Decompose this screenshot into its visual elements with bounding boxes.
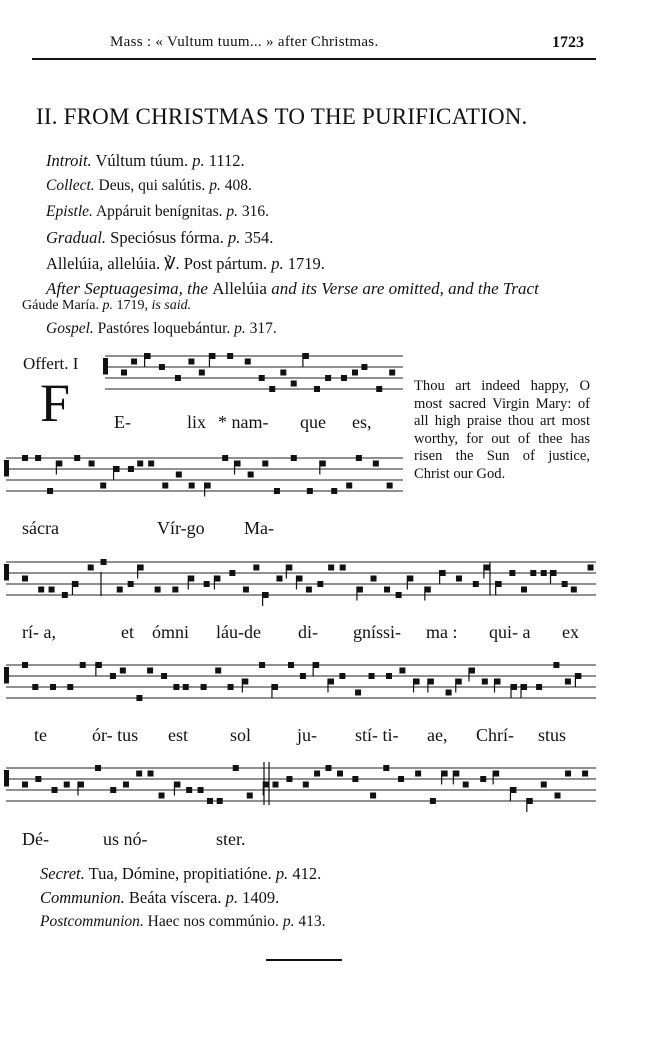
neume-note — [147, 668, 153, 674]
neume-note — [243, 587, 249, 593]
neume-note — [262, 461, 268, 467]
neume-note — [209, 353, 215, 359]
lyric-syllable: lix — [187, 412, 207, 432]
neume-note — [228, 684, 234, 690]
offertory-label: Offert. I — [23, 354, 79, 373]
neume-note — [371, 576, 377, 582]
neume-note — [136, 695, 142, 701]
neume-note — [541, 782, 547, 788]
neume-note — [38, 587, 44, 593]
neume-note — [325, 765, 331, 771]
lyric-syllable: ma : — [426, 622, 458, 642]
neume-note — [199, 370, 205, 376]
lyric-syllable: te — [34, 725, 47, 745]
neume-note — [172, 587, 178, 593]
neume-note — [22, 782, 28, 788]
neume-note — [430, 798, 436, 804]
running-head: Mass : « Vultum tuum... » after Christmas. — [110, 34, 379, 50]
lyric-syllable: que — [300, 412, 326, 432]
lyric-syllable: ex — [562, 622, 579, 642]
neume-note — [131, 359, 137, 365]
lyric-syllable: es, — [352, 412, 372, 432]
lyric-syllable: ómni — [152, 622, 190, 642]
do-clef — [103, 358, 108, 375]
lyric-syllable: et — [121, 622, 134, 642]
neume-note — [511, 684, 517, 690]
neume-note — [242, 679, 248, 685]
neume-note — [155, 587, 161, 593]
neume-note — [88, 565, 94, 571]
neume-note — [47, 488, 53, 494]
neume-note — [303, 353, 309, 359]
neume-note — [296, 576, 302, 582]
proper-text: Deus, qui salútis. — [94, 177, 210, 194]
neume-note — [456, 679, 462, 685]
neume-note — [161, 673, 167, 679]
lyric-syllable: E- — [114, 412, 131, 432]
proper-text: Beáta víscera. — [124, 888, 226, 907]
neume-note — [272, 684, 278, 690]
lyric-syllable: sácra — [22, 518, 59, 538]
neume-note — [136, 771, 142, 777]
neume-note — [328, 679, 334, 685]
neume-note — [376, 386, 382, 392]
offertory-translation: Thou art indeed happy, O most sacred Virgin Mary: of all high praise thou art most worthy, for out of thee has risen the Sun of justice, Christ our God. — [414, 378, 590, 482]
neume-note — [78, 782, 84, 788]
neume-note — [123, 782, 129, 788]
neume-note — [214, 576, 220, 582]
page-ref-number: 412. — [288, 864, 322, 883]
neume-note — [263, 592, 269, 598]
page-ref-number: 354. — [240, 228, 274, 247]
proper-text: Appáruit benígnitas. — [92, 203, 227, 220]
neume-note — [300, 673, 306, 679]
neume-note — [233, 765, 239, 771]
neume-note — [521, 684, 527, 690]
neume-note — [117, 587, 123, 593]
neume-note — [114, 466, 120, 472]
proper-text: Vúltum túum. — [91, 151, 193, 170]
lyric-syllable: Chrí- — [476, 725, 514, 745]
neume-note — [120, 668, 126, 674]
proper-label: Epistle. — [46, 203, 93, 220]
proper-postcommunion — [40, 913, 325, 931]
neume-note — [186, 787, 192, 793]
neume-note — [101, 559, 107, 565]
neume-note — [22, 455, 28, 461]
page-ref: p. — [234, 320, 246, 337]
neume-note — [137, 461, 143, 467]
neume-note — [346, 483, 352, 489]
neume-note — [229, 570, 235, 576]
lyric-syllable: stí- ti- — [355, 725, 399, 745]
lyric-syllable: ju- — [297, 725, 317, 745]
neume-note — [536, 684, 542, 690]
neume-note — [259, 662, 265, 668]
lyric-syllable: * nam- — [218, 412, 269, 432]
neume-note — [217, 798, 223, 804]
proper-label: Gospel. — [46, 320, 94, 337]
proper-text: Allelúia, allelúia. ℣. Post pártum. — [46, 254, 272, 273]
neume-note — [337, 771, 343, 777]
lyric-syllable: ór- tus — [92, 725, 139, 745]
neume-note — [341, 375, 347, 381]
neume-note — [32, 684, 38, 690]
neume-note — [162, 483, 168, 489]
page-ref: p. — [192, 151, 205, 170]
neume-note — [521, 587, 527, 593]
neume-note — [207, 798, 213, 804]
neume-note — [291, 455, 297, 461]
neume-note — [64, 782, 70, 788]
neume-note — [313, 662, 319, 668]
lyric-syllable: qui- a — [489, 622, 531, 642]
neume-note — [62, 592, 68, 598]
section-title: II. FROM CHRISTMAS TO THE PURIFICATION. — [36, 104, 528, 129]
lyric-syllable: gníssi- — [353, 622, 402, 642]
neume-note — [128, 581, 134, 587]
neume-note — [582, 771, 588, 777]
neume-note — [201, 684, 207, 690]
neume-note — [398, 776, 404, 782]
neume-note — [110, 787, 116, 793]
neume-note — [383, 765, 389, 771]
neume-note — [562, 581, 568, 587]
neume-note — [453, 771, 459, 777]
neume-note — [565, 771, 571, 777]
proper-label: Secret. — [40, 864, 85, 883]
neume-note — [89, 461, 95, 467]
neume-note — [67, 684, 73, 690]
neume-note — [204, 581, 210, 587]
neume-note — [352, 776, 358, 782]
neume-note — [373, 461, 379, 467]
do-clef — [4, 460, 9, 477]
neume-note — [189, 483, 195, 489]
neume-note — [173, 684, 179, 690]
neume-note — [325, 375, 331, 381]
neume-note — [74, 455, 80, 461]
lyric-syllable: di- — [298, 622, 318, 642]
neume-note — [339, 673, 345, 679]
lyric-syllable: sol — [230, 725, 252, 745]
neume-note — [72, 581, 78, 587]
neume-note — [273, 782, 279, 788]
proper-secret — [40, 864, 321, 884]
neume-note — [473, 581, 479, 587]
neume-note — [389, 370, 395, 376]
neume-note — [314, 386, 320, 392]
neume-note — [248, 472, 254, 478]
lyric-syllable: Ma- — [244, 518, 274, 538]
neume-note — [35, 776, 41, 782]
neume-note — [407, 576, 413, 582]
proper-label: Communion. — [40, 888, 125, 907]
neume-note — [317, 581, 323, 587]
neume-note — [49, 587, 55, 593]
neume-note — [551, 570, 557, 576]
lyric-syllable: láu-de — [216, 622, 261, 642]
neume-note — [96, 662, 102, 668]
proper-communion — [40, 888, 279, 908]
neume-note — [575, 673, 581, 679]
page-ref-number: 317. — [245, 320, 277, 337]
neume-note — [527, 798, 533, 804]
page-ref: p. — [209, 177, 221, 194]
page-ref: p. — [271, 254, 284, 273]
do-clef — [4, 770, 9, 787]
lyric-syllable: ae, — [427, 725, 448, 745]
neume-note — [384, 587, 390, 593]
neume-note — [331, 488, 337, 494]
page-ref-number: 1409. — [237, 888, 280, 907]
neume-note — [176, 472, 182, 478]
rubric-text: Gáude María. — [22, 298, 103, 313]
neume-note — [510, 787, 516, 793]
proper-label: Gradual. — [46, 228, 107, 247]
rubric-alleluia: Allelúia — [212, 279, 267, 298]
neume-note — [280, 370, 286, 376]
page-ref-number: 1719. — [283, 254, 325, 273]
neume-note — [235, 461, 241, 467]
neume-note — [340, 565, 346, 571]
neume-note — [80, 662, 86, 668]
neume-note — [480, 776, 486, 782]
page-ref: p. — [275, 864, 289, 883]
neume-note — [291, 381, 297, 387]
neume-note — [159, 793, 165, 799]
neume-note — [446, 690, 452, 696]
neume-note — [269, 386, 275, 392]
neume-note — [52, 787, 58, 793]
neume-note — [357, 587, 363, 593]
proper-text: Speciósus fórma. — [106, 228, 228, 247]
drop-initial: F — [40, 373, 71, 433]
neume-note — [496, 581, 502, 587]
neume-note — [35, 455, 41, 461]
neume-note — [245, 359, 251, 365]
neume-note — [387, 483, 393, 489]
neume-note — [425, 587, 431, 593]
neume-note — [361, 364, 367, 370]
proper-label: Collect. — [46, 177, 95, 194]
neume-note — [148, 461, 154, 467]
neume-note — [227, 353, 233, 359]
neume-note — [198, 787, 204, 793]
neume-note — [541, 570, 547, 576]
neume-note — [356, 455, 362, 461]
neume-note — [307, 488, 313, 494]
page-ref: p. — [225, 888, 238, 907]
neume-note — [253, 565, 259, 571]
neume-note — [484, 565, 490, 571]
rubric-text: is said. — [151, 298, 192, 313]
lyric-syllable: rí- a, — [22, 622, 56, 642]
do-clef — [4, 564, 9, 581]
neume-note — [369, 673, 375, 679]
rubric-text: After Septuagesima, the — [46, 279, 213, 298]
lyric-syllable: est — [168, 725, 188, 745]
neume-note — [56, 461, 62, 467]
page-ref-number: 316. — [238, 203, 270, 220]
neume-note — [352, 370, 358, 376]
neume-note — [110, 673, 116, 679]
page-ref: p. — [282, 913, 295, 930]
lyric-syllable: Vír-go — [157, 518, 205, 538]
end-rule — [266, 959, 342, 961]
neume-note — [145, 353, 151, 359]
neume-note — [320, 461, 326, 467]
neume-note — [555, 793, 561, 799]
neume-note — [274, 488, 280, 494]
neume-note — [482, 679, 488, 685]
page-number: 1723 — [552, 34, 584, 51]
neume-note — [328, 565, 334, 571]
neume-note — [456, 576, 462, 582]
neume-note — [442, 771, 448, 777]
neume-note — [22, 576, 28, 582]
neume-note — [440, 570, 446, 576]
lyric-syllable: stus — [538, 725, 567, 745]
neume-note — [100, 483, 106, 489]
neume-note — [303, 782, 309, 788]
proper-text: Tua, Dómine, propitiatióne. — [84, 864, 276, 883]
neume-note — [174, 782, 180, 788]
neume-note — [414, 679, 420, 685]
proper-label: Postcommunion. — [40, 913, 144, 930]
neume-note — [247, 793, 253, 799]
page-ref-number: 1112. — [204, 151, 245, 170]
neume-note — [314, 771, 320, 777]
neume-note — [530, 570, 536, 576]
lyric-syllable: ster. — [216, 829, 246, 849]
rubric-text: and its Verse are omitted, and the Tract — [266, 279, 539, 298]
neume-note — [222, 455, 228, 461]
neume-note — [128, 466, 134, 472]
neume-note — [95, 765, 101, 771]
neume-note — [205, 483, 211, 489]
neume-note — [386, 673, 392, 679]
page-ref-number: 1719, — [112, 298, 152, 313]
neume-note — [50, 684, 56, 690]
neume-note — [399, 668, 405, 674]
neume-note — [571, 587, 577, 593]
neume-note — [175, 375, 181, 381]
page-ref-number: 413. — [294, 913, 326, 930]
neume-note — [22, 662, 28, 668]
proper-text: Haec nos commúnio. — [143, 913, 283, 930]
neume-note — [493, 771, 499, 777]
neume-note — [138, 565, 144, 571]
neume-note — [509, 570, 515, 576]
page-ref: p. — [226, 203, 239, 220]
lyric-syllable: us nó- — [103, 829, 148, 849]
neume-note — [396, 592, 402, 598]
neume-note — [276, 576, 282, 582]
neume-note — [370, 793, 376, 799]
neume-note — [188, 576, 194, 582]
neume-note — [355, 690, 361, 696]
neume-note — [463, 782, 469, 788]
page-ref-number: 408. — [220, 177, 252, 194]
neume-note — [588, 565, 594, 571]
neume-note — [565, 679, 571, 685]
neume-note — [306, 587, 312, 593]
lyric-syllable: Dé- — [22, 829, 49, 849]
neume-note — [286, 776, 292, 782]
proper-label: Introit. — [46, 151, 92, 170]
neume-note — [188, 359, 194, 365]
neume-note — [495, 679, 501, 685]
neume-note — [428, 679, 434, 685]
neume-note — [159, 364, 165, 370]
neume-note — [553, 662, 559, 668]
neume-note — [288, 662, 294, 668]
neume-note — [121, 370, 127, 376]
do-clef — [4, 667, 9, 684]
proper-text: Pastóres loquebántur. — [93, 320, 235, 337]
neume-note — [215, 668, 221, 674]
neume-note — [183, 684, 189, 690]
page-ref: p. — [102, 298, 113, 313]
neume-note — [415, 771, 421, 777]
neume-note — [286, 565, 292, 571]
neume-note — [148, 771, 154, 777]
neume-note — [469, 668, 475, 674]
neume-note — [259, 375, 265, 381]
page-ref: p. — [227, 228, 241, 247]
